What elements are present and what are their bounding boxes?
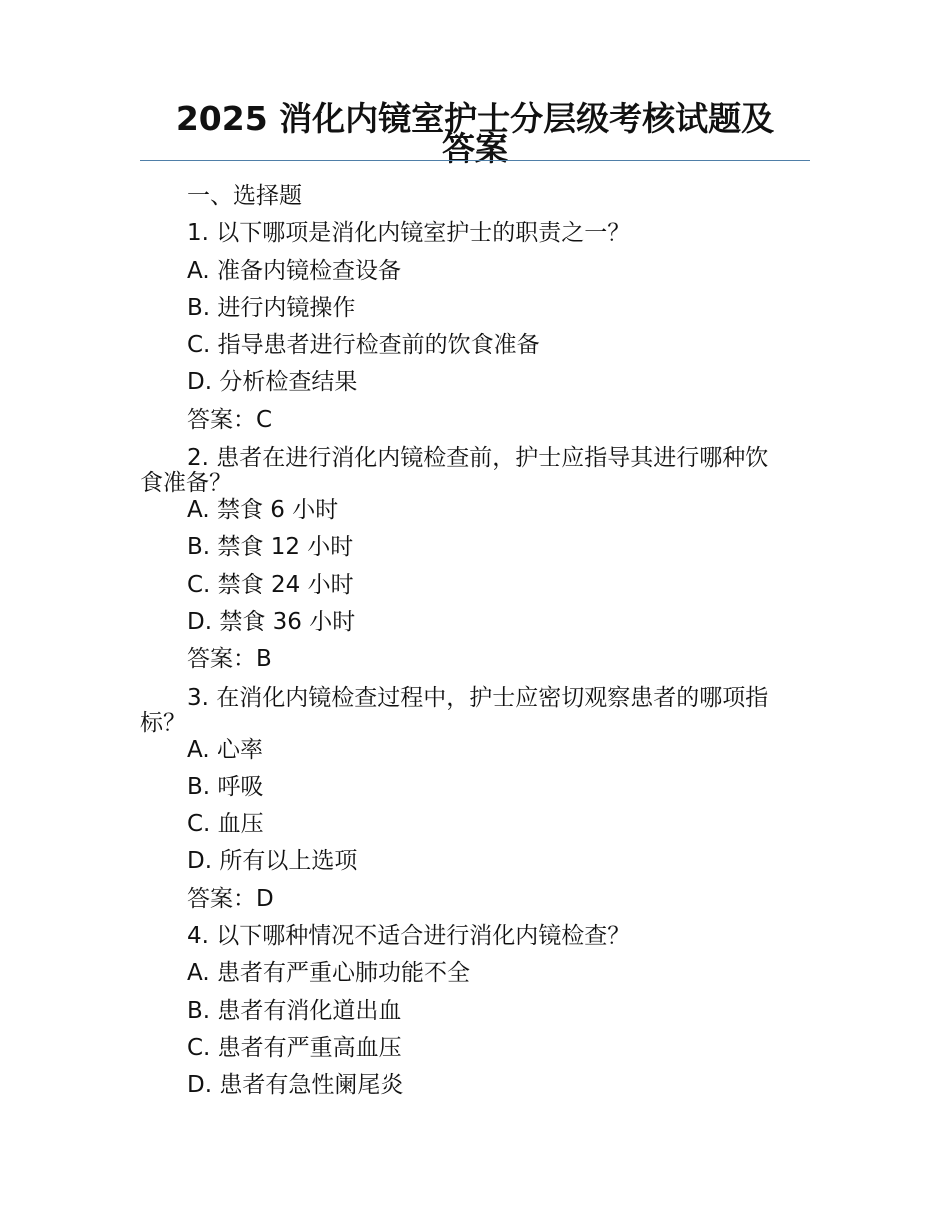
question-1-stem: 1. 以下哪项是消化内镜室护士的职责之一？: [187, 220, 631, 247]
question-2-stem-line-2: 食准备？: [140, 470, 232, 497]
question-4-option-b: B. 患者有消化道出血: [187, 997, 402, 1024]
title-line-2: 答案: [442, 129, 508, 168]
question-1-option-b: B. 进行内镜操作: [187, 294, 356, 321]
question-3-stem-line-2: 标？: [140, 709, 186, 736]
document-body: [140, 178, 812, 1105]
question-2-option-b: B. 禁食 12 小时: [187, 534, 354, 561]
question-3-stem-line-1: 3. 在消化内镜检查过程中，护士应密切观察患者的哪项指: [187, 684, 769, 711]
section-heading: 一、选择题: [187, 183, 302, 209]
question-2-answer: 答案：B: [187, 646, 272, 673]
question-4-option-d: D. 患者有急性阑尾炎: [187, 1072, 404, 1099]
question-1-answer: 答案：C: [187, 406, 273, 433]
title-divider: [140, 160, 810, 161]
question-2-option-c: C. 禁食 24 小时: [187, 571, 354, 598]
question-1-option-d: D. 分析检查结果: [187, 369, 358, 396]
question-4-stem: 4. 以下哪种情况不适合进行消化内镜检查？: [187, 923, 631, 950]
question-2-stem: [140, 439, 812, 496]
question-4-option-a: A. 患者有严重心肺功能不全: [187, 960, 470, 987]
document-title: [140, 99, 810, 168]
question-3-option-b: B. 呼吸: [187, 773, 264, 800]
question-3-option-a: A. 心率: [187, 736, 263, 763]
question-1-option-a: A. 准备内镜检查设备: [187, 257, 401, 284]
title-line-1: 2025 消化内镜室护士分层级考核试题及: [175, 99, 775, 138]
question-4-option-c: C. 患者有严重高血压: [187, 1034, 402, 1061]
question-3-stem: [140, 679, 812, 736]
question-3-option-c: C. 血压: [187, 811, 264, 838]
question-2-option-d: D. 禁食 36 小时: [187, 608, 356, 635]
question-2-option-a: A. 禁食 6 小时: [187, 497, 339, 524]
question-1-option-c: C. 指导患者进行检查前的饮食准备: [187, 332, 540, 359]
question-3-answer: 答案：D: [187, 885, 274, 912]
question-2-stem-line-1: 2. 患者在进行消化内镜检查前，护士应指导其进行哪种饮: [187, 445, 769, 472]
question-3-option-d: D. 所有以上选项: [187, 848, 358, 875]
